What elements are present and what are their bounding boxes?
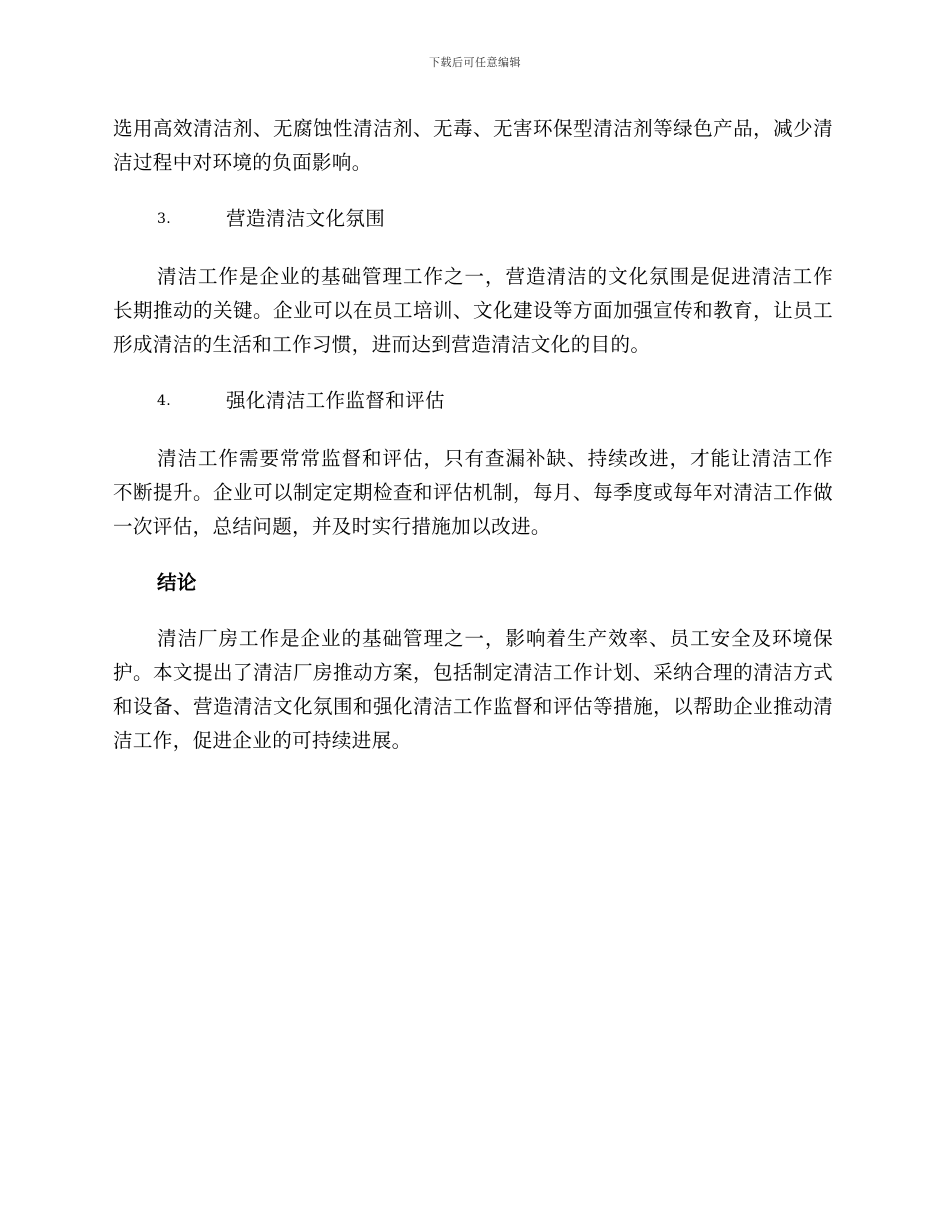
list-item-title: 营造清洁文化氛围 [226,207,386,230]
list-item-title: 强化清洁工作监督和评估 [226,389,445,412]
list-item-number: 4. [157,393,172,409]
list-item-number: 3. [157,211,172,227]
list-item-3-body: 清洁工作是企业的基础管理工作之一，营造清洁的文化氛围是促进清洁工作长期推动的关键。企业可以在员工培训、文化建设等方面加强宣传和教育，让员工形成清洁的生活和工作习惯，进而达到营造清洁文化的目的。 [113,265,833,356]
list-item-4-heading [113,384,833,418]
intro-paragraph: 选用高效清洁剂、无腐蚀性清洁剂、无毒、无害环保型清洁剂等绿色产品，减少清洁过程中对环境的负面影响。 [113,117,833,174]
conclusion-body: 清洁厂房工作是企业的基础管理之一，影响着生产效率、员工安全及环境保护。本文提出了清洁厂房推动方案，包括制定清洁工作计划、采纳合理的清洁方式和设备、营造清洁文化氛围和强化清洁工作监督和评估等措施，以帮助企业推动清洁工作，促进企业的可持续进展。 [113,627,833,752]
list-item-3-heading [113,202,833,236]
list-item-4-body: 清洁工作需要常常监督和评估，只有查漏补缺、持续改进，才能让清洁工作不断提升。企业可以制定定期检查和评估机制，每月、每季度或每年对清洁工作做一次评估，总结问题，并及时实行措施加以改进。 [113,447,833,538]
document-body [113,112,833,766]
header-note: 下载后可任意编辑 [429,56,521,69]
conclusion-heading: 结论 [157,571,197,594]
